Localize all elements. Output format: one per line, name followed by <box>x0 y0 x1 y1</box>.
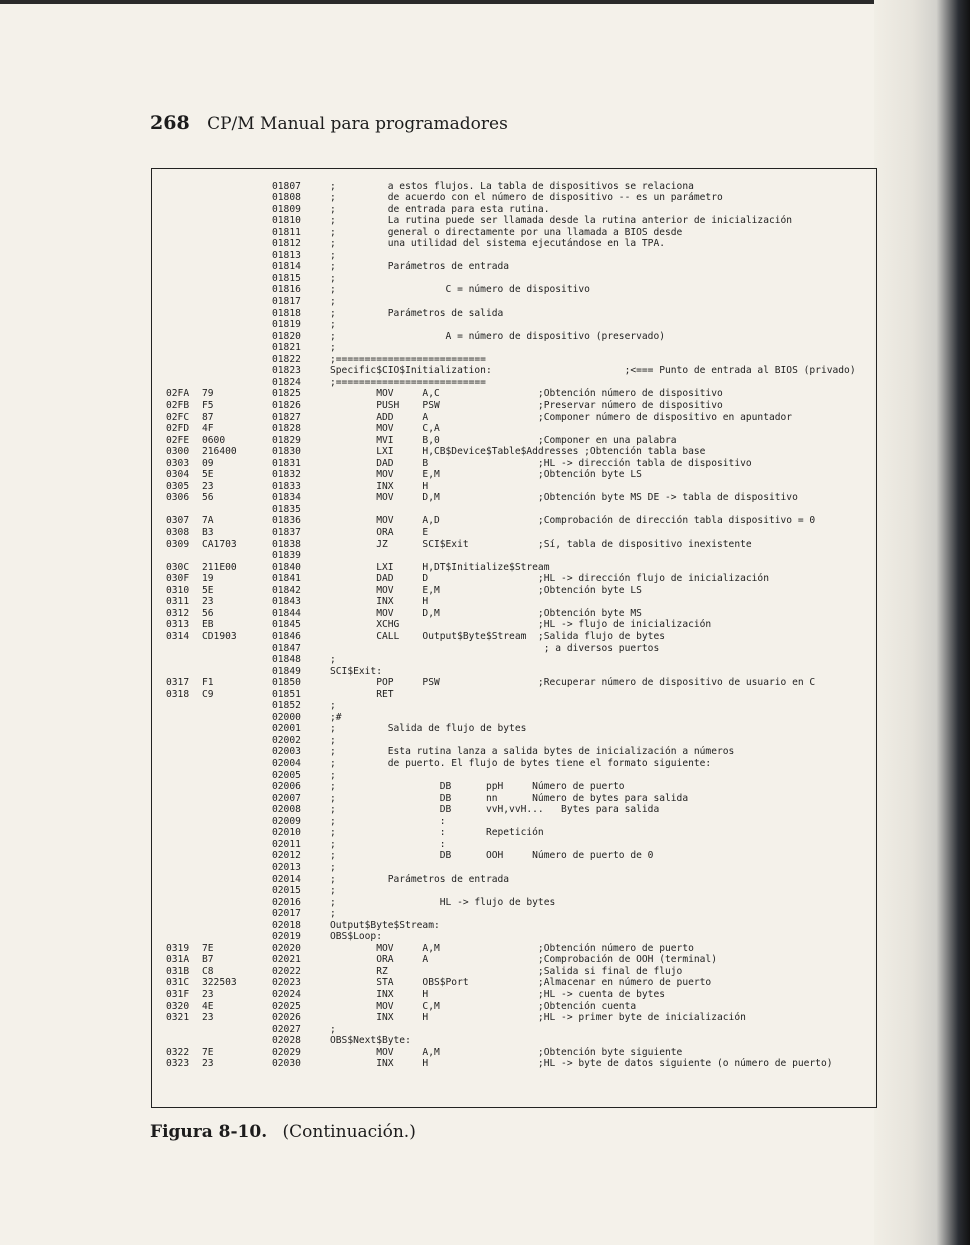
listing-line <box>152 643 878 655</box>
listing-line-number: 02016 <box>272 896 301 908</box>
listing-line <box>152 365 878 377</box>
listing-line-number: 02012 <box>272 850 301 862</box>
listing-line <box>152 908 878 920</box>
listing-line <box>152 1047 878 1059</box>
listing-line-number: 01832 <box>272 469 301 481</box>
listing-source: OBS$Next$Byte: <box>330 1035 411 1047</box>
page-number: 268 <box>150 112 190 134</box>
listing-line-number: 01829 <box>272 434 301 446</box>
listing-line <box>152 723 878 735</box>
listing-object-code: 211E00 <box>202 561 237 573</box>
listing-line <box>152 412 878 424</box>
listing-source: INX H <box>330 596 429 608</box>
listing-address: 0317 <box>166 677 190 689</box>
listing-source: ; de entrada para esta rutina. <box>330 203 550 215</box>
listing-line-number: 01807 <box>272 180 301 192</box>
listing-line <box>152 192 878 204</box>
listing-line <box>152 469 878 481</box>
listing-source: ; <box>330 885 336 897</box>
listing-line-number: 02009 <box>272 815 301 827</box>
listing-line-number: 02002 <box>272 734 301 746</box>
listing-line-number: 02008 <box>272 804 301 816</box>
listing-line <box>152 666 878 678</box>
listing-source: ; de acuerdo con el número de dispositivo -- es un parámetro <box>330 192 723 204</box>
listing-line-number: 01847 <box>272 642 301 654</box>
listing-address: 031F <box>166 989 190 1000</box>
listing-address: 0307 <box>166 515 190 527</box>
listing-source: Specific$CIO$Initialization: ;<=== Punto de entrada al BIOS (privado) <box>330 365 856 377</box>
listing-source: MOV A,M ;Obtención byte siguiente <box>330 1046 683 1058</box>
listing-address: 0300 <box>166 446 190 458</box>
listing-source: ; <box>330 319 336 331</box>
listing-source: MOV E,M ;Obtención byte LS <box>330 584 642 596</box>
listing-object-code: 23 <box>202 596 214 608</box>
listing-source: ; Parámetros de entrada <box>330 873 510 885</box>
listing-line <box>152 562 878 574</box>
listing-address: 02FD <box>166 423 190 435</box>
listing-source: OBS$Loop: <box>330 931 382 943</box>
listing-address: 0320 <box>166 1000 190 1012</box>
running-title: CP/M Manual para programadores <box>207 114 508 134</box>
listing-line <box>152 435 878 447</box>
listing-object-code: 7A <box>202 515 214 527</box>
listing-object-code: 7E <box>202 1046 214 1058</box>
listing-line-number: 01811 <box>272 226 301 238</box>
listing-object-code: 79 <box>202 388 214 400</box>
listing-line-number: 01817 <box>272 296 301 307</box>
listing-line-number: 01824 <box>272 376 301 388</box>
listing-line <box>152 585 878 597</box>
listing-source: XCHG ;HL -> flujo de inicialización <box>330 619 712 631</box>
listing-address: 0318 <box>166 688 190 700</box>
listing-line-number: 01810 <box>272 215 301 227</box>
listing-line-number: 02030 <box>272 1058 301 1070</box>
listing-line-number: 01845 <box>272 619 301 631</box>
listing-line-number: 02005 <box>272 769 301 781</box>
listing-address: 0319 <box>166 942 190 954</box>
listing-address: 0308 <box>166 527 190 538</box>
listing-line <box>152 874 878 886</box>
figure-caption <box>150 1122 416 1142</box>
listing-source: ; <box>330 296 336 307</box>
listing-line <box>152 527 878 539</box>
figure-label: Figura 8-10. <box>150 1122 268 1142</box>
listing-address: 0309 <box>166 538 190 550</box>
listing-line-number: 01816 <box>272 284 301 296</box>
listing-line <box>152 515 878 527</box>
listing-line-number: 02007 <box>272 792 301 804</box>
listing-source: MOV A,M ;Obtención número de puerto <box>330 942 694 954</box>
listing-line <box>152 689 878 701</box>
listing-line-number: 01843 <box>272 596 301 608</box>
listing-line-number: 01826 <box>272 399 301 411</box>
listing-line-number: 01820 <box>272 330 301 342</box>
listing-source: ; <box>330 908 336 920</box>
listing-source: ; <box>330 249 336 261</box>
listing-address: 0306 <box>166 492 190 504</box>
listing-line <box>152 1058 878 1070</box>
listing-line <box>152 1024 878 1036</box>
listing-address: 0314 <box>166 630 190 642</box>
listing-line <box>152 423 878 435</box>
listing-line-number: 02006 <box>272 781 301 793</box>
listing-source: ; general o directamente por una llamada a BIOS desde <box>330 226 683 238</box>
listing-source: ; La rutina puede ser llamada desde la rutina anterior de inicialización <box>330 215 793 227</box>
listing-line-number: 01827 <box>272 411 301 423</box>
listing-object-code: 23 <box>202 480 214 492</box>
listing-line-number: 02014 <box>272 873 301 885</box>
listing-line-number: 01841 <box>272 573 301 585</box>
listing-object-code: 322503 <box>202 977 237 989</box>
listing-line <box>152 446 878 458</box>
listing-line-number: 02024 <box>272 989 301 1000</box>
listing-line-number: 01830 <box>272 446 301 458</box>
listing-line-number: 01809 <box>272 203 301 215</box>
listing-source: ; a diversos puertos <box>330 642 660 654</box>
listing-line-number: 01850 <box>272 677 301 689</box>
listing-line <box>152 215 878 227</box>
listing-line-number: 02004 <box>272 758 301 769</box>
listing-line <box>152 204 878 216</box>
listing-address: 030C <box>166 561 190 573</box>
listing-line <box>152 388 878 400</box>
listing-line <box>152 770 878 782</box>
listing-line <box>152 816 878 828</box>
listing-line <box>152 492 878 504</box>
listing-source: MOV D,M ;Obtención byte MS <box>330 607 642 619</box>
listing-line-number: 02028 <box>272 1035 301 1047</box>
listing-source: ; : <box>330 815 446 827</box>
listing-line-number: 02017 <box>272 908 301 920</box>
listing-source: ADD A ;Componer número de dispositivo en apuntador <box>330 411 793 423</box>
listing-source: LXI H,DT$Initialize$Stream <box>330 561 550 573</box>
listing-source: ; DB OOH Número de puerto de 0 <box>330 850 654 862</box>
listing-line-number: 02000 <box>272 711 301 723</box>
listing-object-code: 4F <box>202 423 214 435</box>
running-header <box>150 112 508 134</box>
listing-line <box>152 261 878 273</box>
listing-source: INX H ;HL -> primer byte de inicialización <box>330 1012 746 1024</box>
listing-address: 02FC <box>166 411 190 423</box>
listing-line-number: 01846 <box>272 630 301 642</box>
listing-line-number: 01838 <box>272 538 301 550</box>
listing-line-number: 01819 <box>272 319 301 331</box>
listing-source: MOV C,M ;Obtención cuenta <box>330 1000 637 1012</box>
listing-line-number: 02003 <box>272 746 301 758</box>
listing-line-number: 01815 <box>272 272 301 284</box>
listing-line <box>152 989 878 1001</box>
listing-source: ; : <box>330 838 446 850</box>
listing-line-number: 01844 <box>272 607 301 619</box>
listing-object-code: 4E <box>202 1000 214 1012</box>
listing-source: ; <box>330 734 336 746</box>
listing-source: LXI H,CB$Device$Table$Addresses ;Obtención tabla base <box>330 446 706 458</box>
listing-line <box>152 954 878 966</box>
listing-line <box>152 284 878 296</box>
listing-object-code: F5 <box>202 399 214 411</box>
listing-object-code: B7 <box>202 954 214 966</box>
listing-source: PUSH PSW ;Preservar número de dispositivo <box>330 399 723 411</box>
listing-line <box>152 781 878 793</box>
listing-object-code: B3 <box>202 527 214 538</box>
listing-line <box>152 712 878 724</box>
listing-line <box>152 550 878 562</box>
listing-source: MOV A,D ;Comprobación de dirección tabla dispositivo = 0 <box>330 515 816 527</box>
listing-line <box>152 342 878 354</box>
listing-source: MOV A,C ;Obtención número de dispositivo <box>330 388 723 400</box>
listing-source: ; Parámetros de entrada <box>330 261 510 273</box>
listing-address: 0305 <box>166 480 190 492</box>
listing-source: ; Parámetros de salida <box>330 307 504 319</box>
listing-object-code: 7E <box>202 942 214 954</box>
listing-line-number: 01836 <box>272 515 301 527</box>
listing-source: ; una utilidad del sistema ejecutándose en la TPA. <box>330 238 666 250</box>
listing-address: 0321 <box>166 1012 190 1024</box>
listing-line <box>152 458 878 470</box>
listing-line-number: 02020 <box>272 942 301 954</box>
listing-line <box>152 308 878 320</box>
listing-line-number: 02029 <box>272 1046 301 1058</box>
listing-object-code: 216400 <box>202 446 237 458</box>
listing-source: ; DB nn Número de bytes para salida <box>330 792 689 804</box>
listing-source: DAD B ;HL -> dirección tabla de dispositivo <box>330 457 752 469</box>
listing-line <box>152 1035 878 1047</box>
listing-line <box>152 227 878 239</box>
listing-object-code: 23 <box>202 1012 214 1024</box>
listing-line <box>152 793 878 805</box>
listing-address: 02FE <box>166 434 190 446</box>
listing-line <box>152 885 878 897</box>
listing-line-number: 02015 <box>272 885 301 897</box>
listing-source: ; <box>330 654 336 666</box>
listing-line <box>152 539 878 551</box>
listing-source: Output$Byte$Stream: <box>330 919 440 931</box>
listing-line <box>152 619 878 631</box>
listing-source: RZ ;Salida si final de flujo <box>330 965 683 977</box>
listing-source: DAD D ;HL -> dirección flujo de inicialización <box>330 573 769 585</box>
listing-line-number: 01852 <box>272 700 301 712</box>
listing-line <box>152 804 878 816</box>
figure-caption-text: (Continuación.) <box>282 1122 416 1142</box>
listing-address: 030F <box>166 573 190 585</box>
listing-source: ; de puerto. El flujo de bytes tiene el formato siguiente: <box>330 758 712 769</box>
listing-line <box>152 1001 878 1013</box>
listing-line-number: 02018 <box>272 919 301 931</box>
listing-line-number: 01808 <box>272 192 301 204</box>
listing-source: ; : Repetición <box>330 827 544 839</box>
listing-address: 031C <box>166 977 190 989</box>
listing-object-code: C8 <box>202 965 214 977</box>
listing-source: ; A = número de dispositivo (preservado) <box>330 330 666 342</box>
listing-line-number: 01840 <box>272 561 301 573</box>
listing-source: ; HL -> flujo de bytes <box>330 896 556 908</box>
listing-line <box>152 862 878 874</box>
listing-source: ; <box>330 769 336 781</box>
listing-address: 0322 <box>166 1046 190 1058</box>
listing-source: SCI$Exit: <box>330 665 382 677</box>
listing-line-number: 01825 <box>272 388 301 400</box>
listing-address: 031B <box>166 965 190 977</box>
listing-line-number: 02010 <box>272 827 301 839</box>
listing-line <box>152 850 878 862</box>
listing-address: 0313 <box>166 619 190 631</box>
listing-source: ;# <box>330 711 342 723</box>
listing-address: 0303 <box>166 457 190 469</box>
listing-line <box>152 746 878 758</box>
listing-source: ; <box>330 700 336 712</box>
listing-line-number: 02022 <box>272 965 301 977</box>
listing-source: ; <box>330 1023 336 1035</box>
listing-source: ; <box>330 861 336 873</box>
listing-line <box>152 920 878 932</box>
listing-line-number: 01842 <box>272 584 301 596</box>
listing-object-code: EB <box>202 619 214 631</box>
listing-line <box>152 250 878 262</box>
listing-line-number: 01833 <box>272 480 301 492</box>
listing-object-code: 23 <box>202 989 214 1000</box>
listing-line <box>152 931 878 943</box>
listing-line <box>152 481 878 493</box>
listing-source: ; <box>330 342 336 354</box>
listing-line <box>152 296 878 308</box>
listing-line-number: 02023 <box>272 977 301 989</box>
listing-line <box>152 354 878 366</box>
listing-source: ; DB ppH Número de puerto <box>330 781 625 793</box>
listing-line-number: 02025 <box>272 1000 301 1012</box>
listing-line <box>152 943 878 955</box>
listing-line-number: 01812 <box>272 238 301 250</box>
listing-line <box>152 1012 878 1024</box>
listing-line <box>152 631 878 643</box>
listing-line-number: 02019 <box>272 931 301 943</box>
listing-line-number: 01834 <box>272 492 301 504</box>
listing-line-number: 01828 <box>272 423 301 435</box>
listing-line-number: 01821 <box>272 342 301 354</box>
listing-address: 0311 <box>166 596 190 608</box>
listing-source: INX H ;HL -> byte de datos siguiente (o número de puerto) <box>330 1058 833 1070</box>
listing-line-number: 02026 <box>272 1012 301 1024</box>
listing-source: MOV C,A <box>330 423 440 435</box>
listing-object-code: 5E <box>202 469 214 481</box>
listing-line <box>152 181 878 193</box>
listing-address: 0323 <box>166 1058 190 1070</box>
listing-object-code: 87 <box>202 411 214 423</box>
listing-line-number: 01837 <box>272 527 301 538</box>
listing-line <box>152 700 878 712</box>
listing-source: ORA E <box>330 527 429 538</box>
listing-line <box>152 897 878 909</box>
listing-object-code: 56 <box>202 607 214 619</box>
listing-line <box>152 238 878 250</box>
listing-address: 0312 <box>166 607 190 619</box>
listing-line <box>152 677 878 689</box>
listing-line-number: 02013 <box>272 861 301 873</box>
listing-line-number: 01831 <box>272 457 301 469</box>
listing-line <box>152 827 878 839</box>
listing-source: INX H ;HL -> cuenta de bytes <box>330 989 666 1000</box>
listing-line <box>152 758 878 770</box>
listing-line <box>152 573 878 585</box>
listing-object-code: C9 <box>202 688 214 700</box>
listing-source: ;========================== <box>330 353 486 365</box>
listing-line-number: 01835 <box>272 503 301 515</box>
listing-source: ;========================== <box>330 376 486 388</box>
listing-line <box>152 977 878 989</box>
listing-source: CALL Output$Byte$Stream ;Salida flujo de bytes <box>330 630 666 642</box>
listing-address: 02FB <box>166 399 190 411</box>
listing-line <box>152 331 878 343</box>
listing-line <box>152 596 878 608</box>
listing-line-number: 02021 <box>272 954 301 966</box>
listing-source: INX H <box>330 480 429 492</box>
listing-line-number: 01814 <box>272 261 301 273</box>
listing-object-code: CD1903 <box>202 630 237 642</box>
listing-line <box>152 400 878 412</box>
listing-address: 031A <box>166 954 190 966</box>
listing-source: MOV E,M ;Obtención byte LS <box>330 469 642 481</box>
listing-object-code: 23 <box>202 1058 214 1070</box>
listing-address: 0304 <box>166 469 190 481</box>
listing-source: ; DB vvH,vvH... Bytes para salida <box>330 804 660 816</box>
listing-source: STA OBS$Port ;Almacenar en número de puerto <box>330 977 712 989</box>
listing-address: 02FA <box>166 388 190 400</box>
listing-source: ; a estos flujos. La tabla de dispositivos se relaciona <box>330 180 694 192</box>
listing-source: ; Salida de flujo de bytes <box>330 723 527 735</box>
listing-source: ; <box>330 272 336 284</box>
listing-object-code: 56 <box>202 492 214 504</box>
listing-source: RET <box>330 688 394 700</box>
listing-object-code: 5E <box>202 584 214 596</box>
listing-line-number: 01822 <box>272 353 301 365</box>
listing-source: ORA A ;Comprobación de OOH (terminal) <box>330 954 717 966</box>
listing-address: 0310 <box>166 584 190 596</box>
listing-line-number: 02011 <box>272 838 301 850</box>
listing-object-code: F1 <box>202 677 214 689</box>
listing-object-code: CA1703 <box>202 538 237 550</box>
listing-line-number: 01849 <box>272 665 301 677</box>
listing-line <box>152 319 878 331</box>
listing-line-number: 01839 <box>272 550 301 562</box>
listing-line-number: 01813 <box>272 249 301 261</box>
listing-line-number: 01848 <box>272 654 301 666</box>
listing-source: ; C = número de dispositivo <box>330 284 590 296</box>
listing-source: ; Esta rutina lanza a salida bytes de inicialización a números <box>330 746 735 758</box>
listing-source: MOV D,M ;Obtención byte MS DE -> tabla de dispositivo <box>330 492 798 504</box>
listing-line-number: 02027 <box>272 1023 301 1035</box>
listing-source: POP PSW ;Recuperar número de dispositivo de usuario en C <box>330 677 816 689</box>
code-listing-box <box>151 168 877 1108</box>
listing-object-code: 0600 <box>202 434 226 446</box>
listing-line-number: 01851 <box>272 688 301 700</box>
page-edge-shadow <box>874 0 970 1245</box>
top-scan-rule <box>0 0 970 4</box>
listing-line-number: 01818 <box>272 307 301 319</box>
listing-source: MVI B,0 ;Componer en una palabra <box>330 434 677 446</box>
listing-line-number: 01823 <box>272 365 301 377</box>
listing-object-code: 19 <box>202 573 214 585</box>
listing-line-number: 02001 <box>272 723 301 735</box>
listing-source: JZ SCI$Exit ;Sí, tabla de dispositivo inexistente <box>330 538 752 550</box>
listing-line <box>152 654 878 666</box>
listing-object-code: 09 <box>202 457 214 469</box>
